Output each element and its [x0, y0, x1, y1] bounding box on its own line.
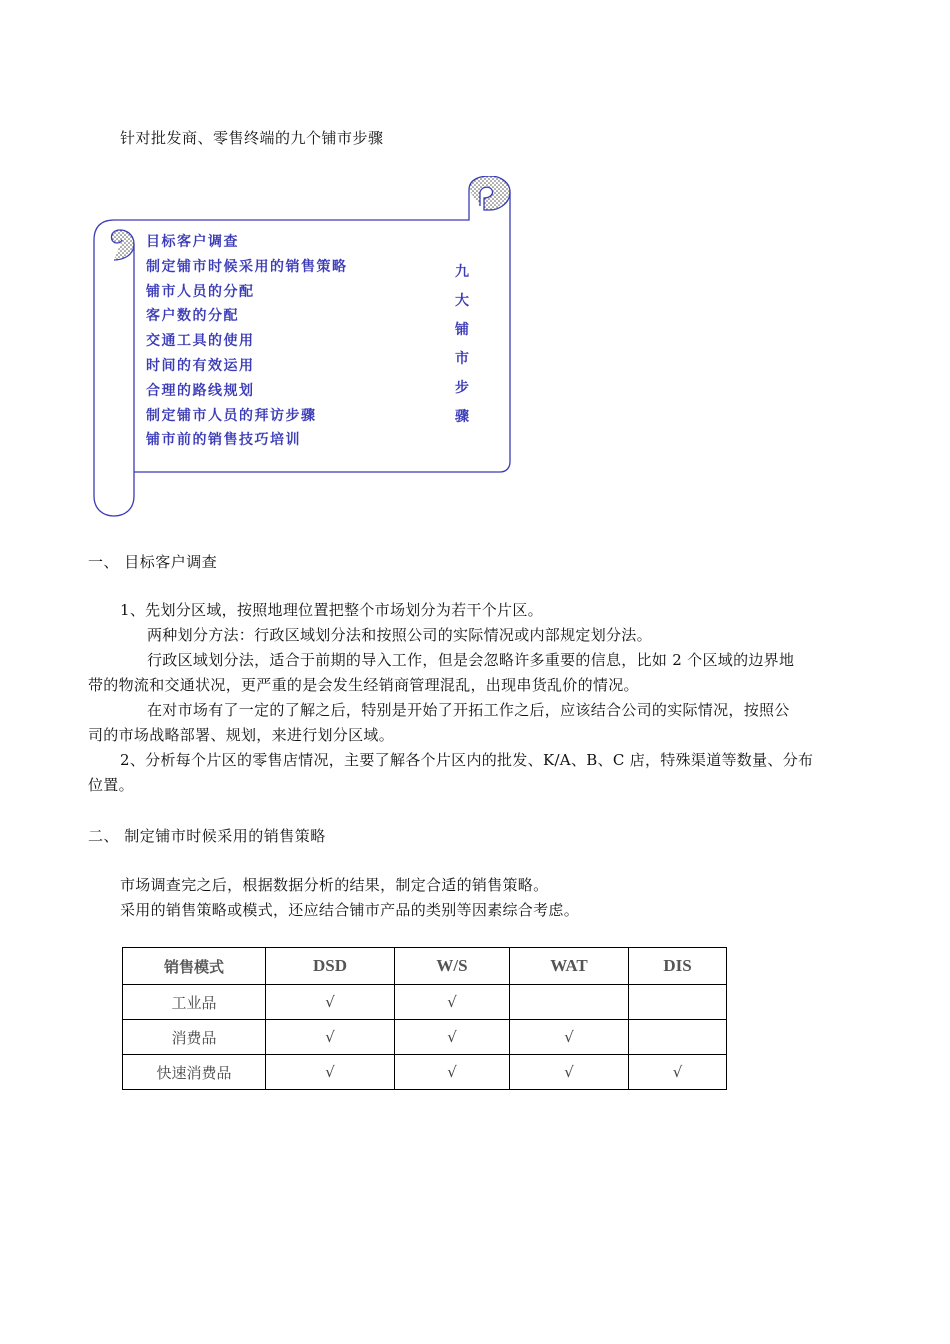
- row-label: 工业品: [123, 985, 266, 1020]
- step-item: 制定铺市时候采用的销售策略: [146, 258, 348, 275]
- header-cell: DSD: [266, 948, 395, 985]
- check-cell: √: [266, 1020, 395, 1055]
- intro-title: 针对批发商、零售终端的九个铺市步骤: [120, 129, 384, 147]
- check-cell: √: [510, 1020, 629, 1055]
- vertical-title: [451, 258, 473, 432]
- section1-heading: 一、 目标客户调查: [88, 553, 218, 571]
- section1-p4a: 在对市场有了一定的了解之后，特别是开始了开拓工作之后，应该结合公司的实际情况，按照公: [147, 701, 790, 719]
- check-cell: √: [629, 1055, 727, 1090]
- section1-p4b: 司的市场战略部署、规划，来进行划分区域。: [88, 726, 395, 744]
- steps-list: [146, 230, 348, 453]
- step-item: 制定铺市人员的拜访步骤: [146, 407, 317, 424]
- nine-steps-scroll: [86, 176, 518, 522]
- vertical-char: 铺: [455, 322, 469, 338]
- check-cell: √: [395, 1055, 510, 1090]
- section1-p5b: 位置。: [88, 776, 134, 794]
- section2-heading: 二、 制定铺市时候采用的销售策略: [88, 827, 326, 845]
- row-label: 快速消费品: [123, 1055, 266, 1090]
- header-cell: 销售模式: [123, 948, 266, 985]
- check-cell: √: [266, 985, 395, 1020]
- vertical-char: 大: [455, 293, 469, 309]
- check-cell: [510, 985, 629, 1020]
- vertical-char: 骤: [455, 409, 469, 425]
- section1-p3b: 带的物流和交通状况，更严重的是会发生经销商管理混乱，出现串货乱价的情况。: [88, 676, 639, 694]
- step-item: 铺市人员的分配: [146, 283, 255, 300]
- section1-p2: 两种划分方法：行政区域划分法和按照公司的实际情况或内部规定划分法。: [147, 626, 652, 644]
- vertical-char: 九: [455, 264, 469, 280]
- check-cell: √: [395, 985, 510, 1020]
- section1-p5a: 2、分析每个片区的零售店情况，主要了解各个片区内的批发、K/A、B、C 店，特殊渠道等数量、分布: [120, 751, 814, 769]
- step-item: 合理的路线规划: [146, 382, 255, 399]
- header-cell: WAT: [510, 948, 629, 985]
- check-cell: √: [395, 1020, 510, 1055]
- check-cell: [629, 985, 727, 1020]
- table-header-row: [123, 948, 727, 985]
- section1-p1: 1、先划分区域，按照地理位置把整个市场划分为若干个片区。: [120, 601, 543, 619]
- table-row: [123, 1020, 727, 1055]
- check-cell: [629, 1020, 727, 1055]
- section2-p1: 市场调查完之后，根据数据分析的结果，制定合适的销售策略。: [120, 876, 549, 894]
- section2-p2: 采用的销售策略或模式，还应结合铺市产品的类别等因素综合考虑。: [120, 901, 580, 919]
- table-row: [123, 985, 727, 1020]
- row-label: 消费品: [123, 1020, 266, 1055]
- sales-mode-table: [122, 947, 727, 1090]
- step-item: 铺市前的销售技巧培训: [146, 432, 301, 449]
- check-cell: √: [510, 1055, 629, 1090]
- table-row: [123, 1055, 727, 1090]
- header-cell: W/S: [395, 948, 510, 985]
- step-item: 目标客户调查: [146, 234, 239, 250]
- header-cell: DIS: [629, 948, 727, 985]
- step-item: 时间的有效运用: [146, 357, 255, 374]
- vertical-char: 步: [455, 380, 469, 396]
- check-cell: √: [266, 1055, 395, 1090]
- step-item: 交通工具的使用: [146, 333, 255, 350]
- vertical-char: 市: [455, 351, 469, 367]
- step-item: 客户数的分配: [146, 308, 239, 325]
- section1-p3a: 行政区域划分法，适合于前期的导入工作，但是会忽略许多重要的信息，比如 2 个区域的边界地: [147, 651, 795, 669]
